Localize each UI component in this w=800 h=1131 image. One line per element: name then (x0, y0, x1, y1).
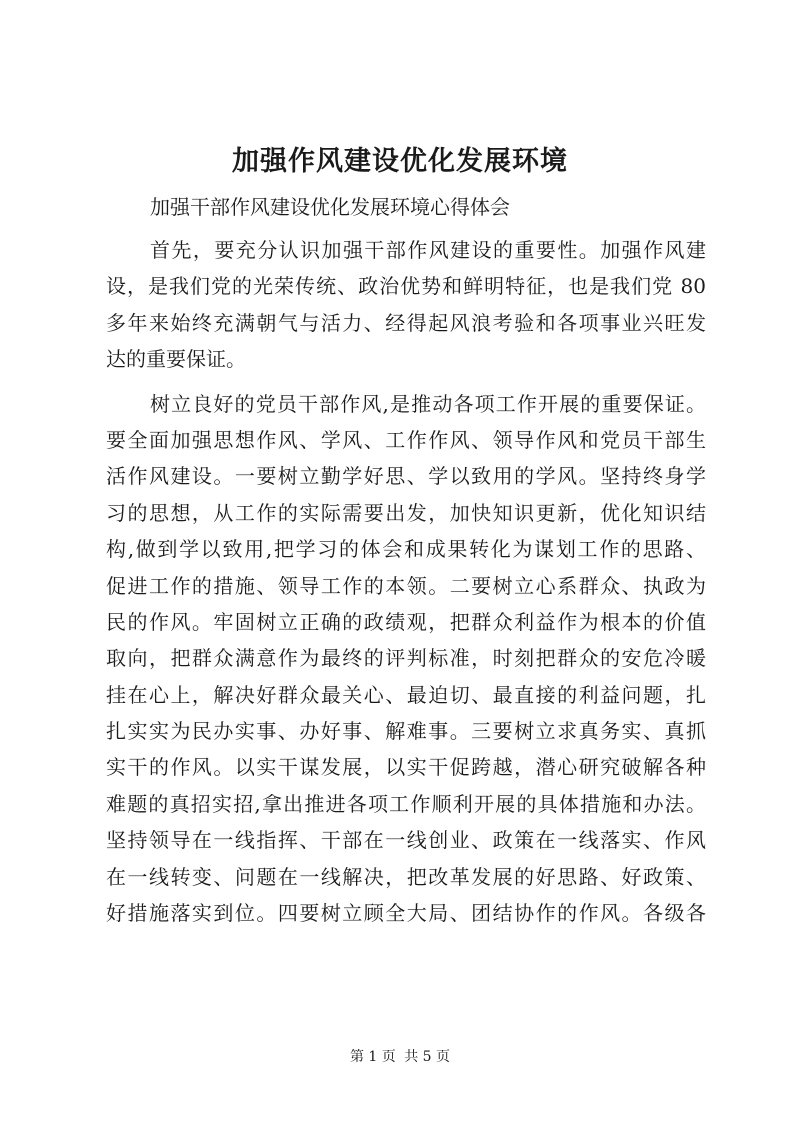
paragraph-line: 构,做到学以致用,把学习的体会和成果转化为谋划工作的思路、 (106, 537, 706, 562)
paragraph-line: 扎实实为民办实事、办好事、解难事。三要树立求真务实、真抓 (106, 719, 706, 744)
document-title: 加强作风建设优化发展环境 (232, 146, 568, 177)
paragraph-line: 民的作风。牢固树立正确的政绩观，把群众利益作为根本的价值 (106, 609, 706, 634)
paragraph-line: 坚持领导在一线指挥、干部在一线创业、政策在一线落实、作风 (106, 828, 706, 853)
paragraph-line: 在一线转变、问题在一线解决，把改革发展的好思路、好政策、 (106, 864, 706, 889)
page-number: 第 1 页 (349, 1049, 396, 1065)
paragraph-line: 挂在心上，解决好群众最关心、最迫切、最直接的利益问题，扎 (106, 682, 706, 707)
paragraph-line: 首先，要充分认识加强干部作风建设的重要性。加强作风建 (150, 238, 706, 262)
paragraph-2 (106, 386, 706, 932)
document-body (106, 232, 706, 931)
paragraph-line: 设，是我们党的光荣传统、政治优势和鲜明特征，也是我们党 80 (106, 274, 706, 299)
paragraph-line: 难题的真招实招,拿出推进各项工作顺利开展的具体措施和办法。 (106, 791, 706, 816)
paragraph-line: 取向，把群众满意作为最终的评判标准，时刻把群众的安危冷暖 (106, 646, 706, 671)
paragraph-line: 达的重要保证。 (106, 347, 246, 372)
paragraph-line: 习的思想，从工作的实际需要出发，加快知识更新，优化知识结 (106, 500, 706, 525)
paragraph-line: 要全面加强思想作风、学风、工作作风、领导作风和党员干部生 (106, 427, 706, 452)
paragraph-line: 树立良好的党员干部作风,是推动各项工作开展的重要保证。 (150, 391, 706, 416)
paragraph-line: 促进工作的措施、领导工作的本领。二要树立心系群众、执政为 (106, 573, 706, 598)
page-total: 共 5 页 (404, 1049, 451, 1065)
paragraph-line: 好措施落实到位。四要树立顾全大局、团结协作的作风。各级各 (106, 901, 706, 926)
paragraph-line: 实干的作风。以实干谋发展，以实干促跨越，潜心研究破解各种 (106, 755, 706, 780)
paragraph-line: 活作风建设。一要树立勤学好思、学以致用的学风。坚持终身学 (106, 464, 706, 489)
paragraph-1 (106, 232, 706, 378)
paragraph-line: 多年来始终充满朝气与活力、经得起风浪考验和各项事业兴旺发 (106, 310, 706, 335)
document-subtitle: 加强干部作风建设优化发展环境心得体会 (150, 195, 510, 219)
page-footer (0, 1047, 800, 1067)
